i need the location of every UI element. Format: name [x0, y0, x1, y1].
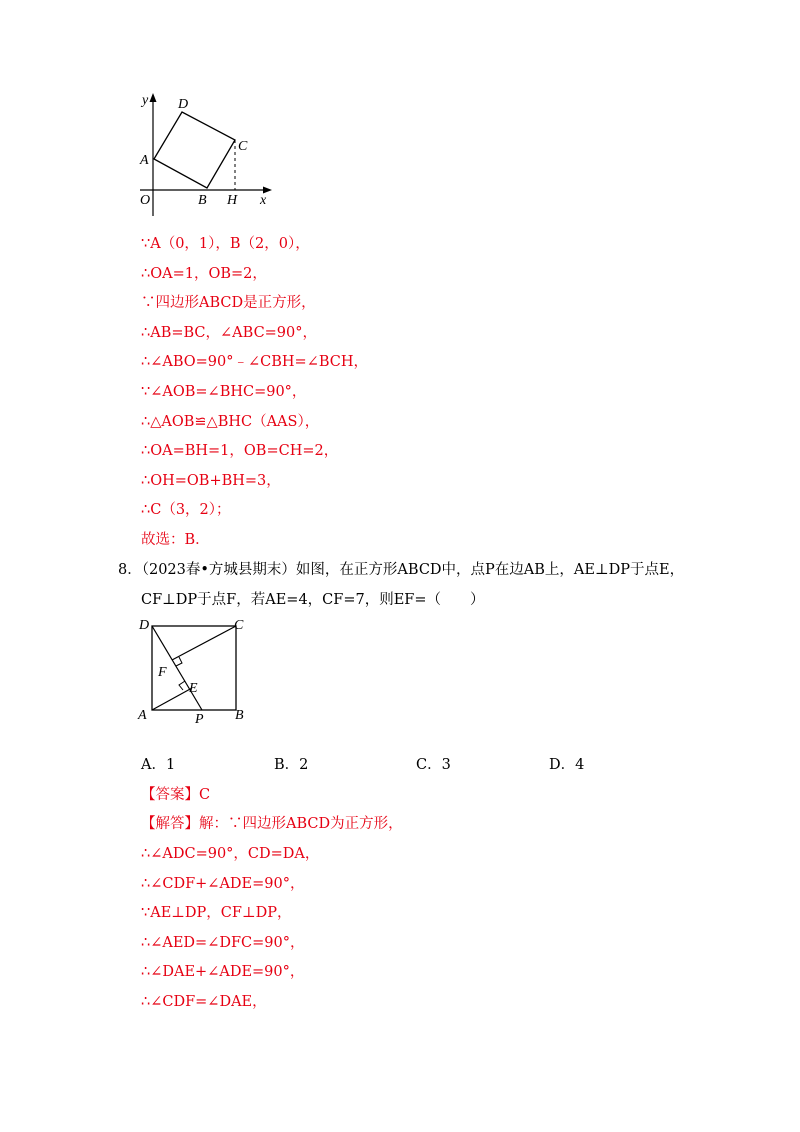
solution1-line: ∴C（3，2）； — [141, 502, 231, 518]
solution2-line: ∴∠CDF+∠ADE=90°， — [141, 876, 305, 892]
solution1-line: ∵A（0，1），B（2，0）， — [141, 236, 310, 252]
solution1-line: ∴OH=OB+BH=3， — [141, 473, 281, 489]
label-p2: P — [195, 712, 204, 726]
y-axis-arrow — [150, 93, 157, 102]
label-a: A — [140, 153, 149, 168]
solution1-line: ∵∠AOB=∠BHC=90°， — [141, 384, 307, 400]
option-a: A．1 — [141, 757, 176, 773]
right-angle-e — [179, 681, 185, 690]
solution1-line: ∴OA=BH=1，OB=CH=2， — [141, 443, 339, 459]
solution1-line: 故选：B． — [141, 532, 210, 548]
figure-square-coordinates — [130, 88, 280, 218]
right-angle-f — [176, 657, 182, 666]
solution2-line: ∵AE⊥DP，CF⊥DP， — [141, 905, 292, 921]
option-d: D．4 — [549, 757, 585, 773]
solution1-line: ∴AB=BC，∠ABC=90°， — [141, 325, 318, 341]
question-8-line1: 8．（2023春•方城县期末）如图，在正方形ABCD中，点P在边AB上，AE⊥DP于点E， — [118, 562, 685, 578]
label-o: O — [140, 193, 151, 208]
label-x: x — [260, 193, 267, 208]
solution2-line: 【解答】解：∵四边形ABCD为正方形， — [141, 816, 403, 832]
solution1-line: ∴△AOB≌△BHC（AAS）， — [141, 414, 320, 430]
solution2-line: ∴∠AED=∠DFC=90°， — [141, 935, 305, 951]
solution1-line: ∴∠ABO=90°﹣∠CBH=∠BCH， — [141, 354, 369, 370]
label-y: y — [142, 93, 149, 108]
label-c2: C — [234, 618, 244, 633]
label-a2: A — [138, 708, 147, 723]
answer-tag: 【答案】 — [141, 787, 199, 803]
label-c: C — [238, 139, 248, 154]
solution1-line: ∵四边形ABCD是正方形， — [141, 295, 316, 311]
square-abcd — [154, 112, 235, 188]
label-f2: F — [158, 665, 167, 680]
segment-ae — [152, 688, 192, 710]
solution2-line: ∴∠CDF=∠DAE， — [141, 994, 267, 1010]
solution2-line: ∴∠ADC=90°，CD=DA， — [141, 846, 320, 862]
label-d2: D — [139, 618, 150, 633]
label-b2: B — [235, 708, 244, 723]
answer-value: C — [199, 787, 211, 803]
label-e2: E — [189, 681, 198, 696]
label-h: H — [227, 193, 238, 208]
option-b: B．2 — [274, 757, 309, 773]
answer-line — [141, 785, 210, 805]
solution2-line: ∴∠DAE+∠ADE=90°， — [141, 964, 305, 980]
label-b: B — [198, 193, 207, 208]
figure-square-perpendiculars — [134, 614, 254, 726]
solution1-line: ∴OA=1，OB=2， — [141, 266, 267, 282]
label-d: D — [178, 97, 189, 112]
question-8-line2: CF⊥DP于点F，若AE=4，CF=7，则EF=（ ） — [141, 592, 485, 608]
segment-cf — [172, 626, 236, 660]
option-c: C．3 — [416, 757, 451, 773]
